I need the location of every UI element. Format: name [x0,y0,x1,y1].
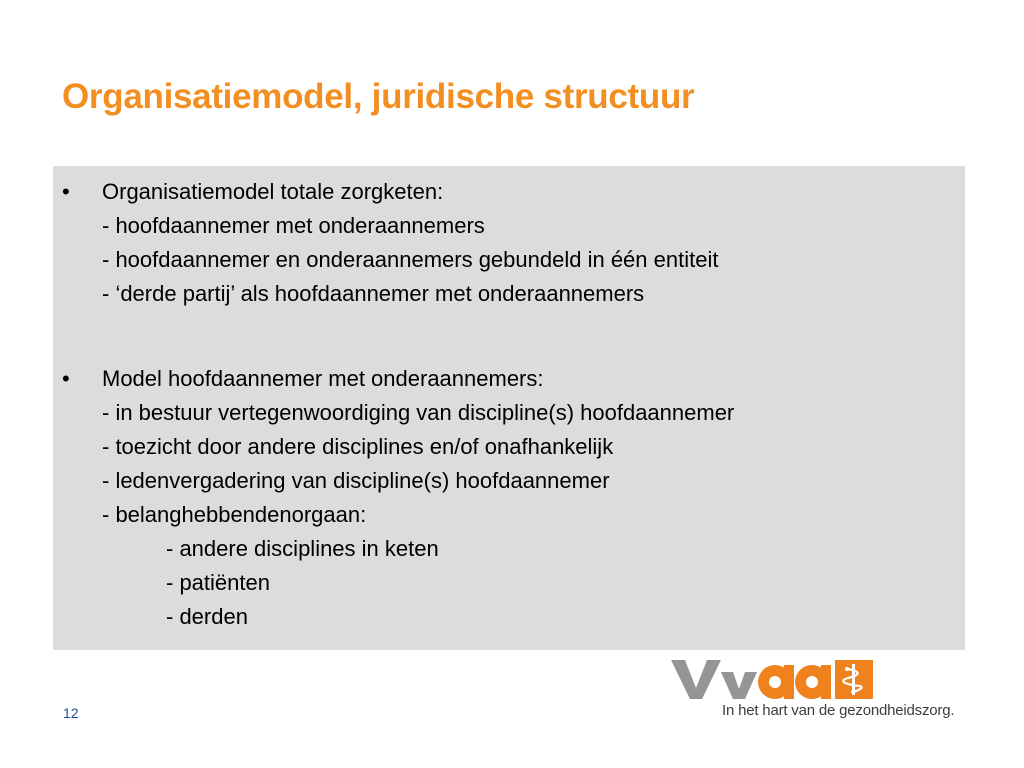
bullet-line: - belanghebbendenorgaan: [102,502,367,527]
bullet-sub-line: - andere disciplines in keten [166,536,439,561]
bullet-line: - in bestuur vertegenwoordiging van discipline(s) hoofdaannemer [102,400,735,425]
bullet-line: - toezicht door andere disciplines en/of onafhankelijk [102,434,614,459]
vvaa-logo [671,655,971,725]
bullet-item-hoofdaannemer [53,362,965,634]
content-box [53,166,965,650]
bullet-sub-line: - derden [166,604,248,629]
bullet-marker: • [62,366,70,391]
bullet-item-zorgketen [53,175,965,311]
bullet-heading: Model hoofdaannemer met onderaannemers: [102,366,544,391]
logo-tagline: In het hart van de gezondheidszorg. [722,702,955,719]
bullet-line: - hoofdaannemer en onderaannemers gebundeld in één entiteit [102,247,719,272]
slide-number: 12 [63,705,79,721]
bullet-line: - ledenvergadering van discipline(s) hoofdaannemer [102,468,610,493]
vvaa-wordmark-logo [671,655,881,701]
bullet-list [53,166,965,634]
bullet-line: - ‘derde partij’ als hoofdaannemer met onderaannemers [102,281,645,306]
slide-title: Organisatiemodel, juridische structuur [62,77,695,116]
bullet-sub-line: - patiënten [166,570,270,595]
bullet-heading: Organisatiemodel totale zorgketen: [102,179,444,204]
bullet-marker: • [62,179,70,204]
bullet-line: - hoofdaannemer met onderaannemers [102,213,485,238]
